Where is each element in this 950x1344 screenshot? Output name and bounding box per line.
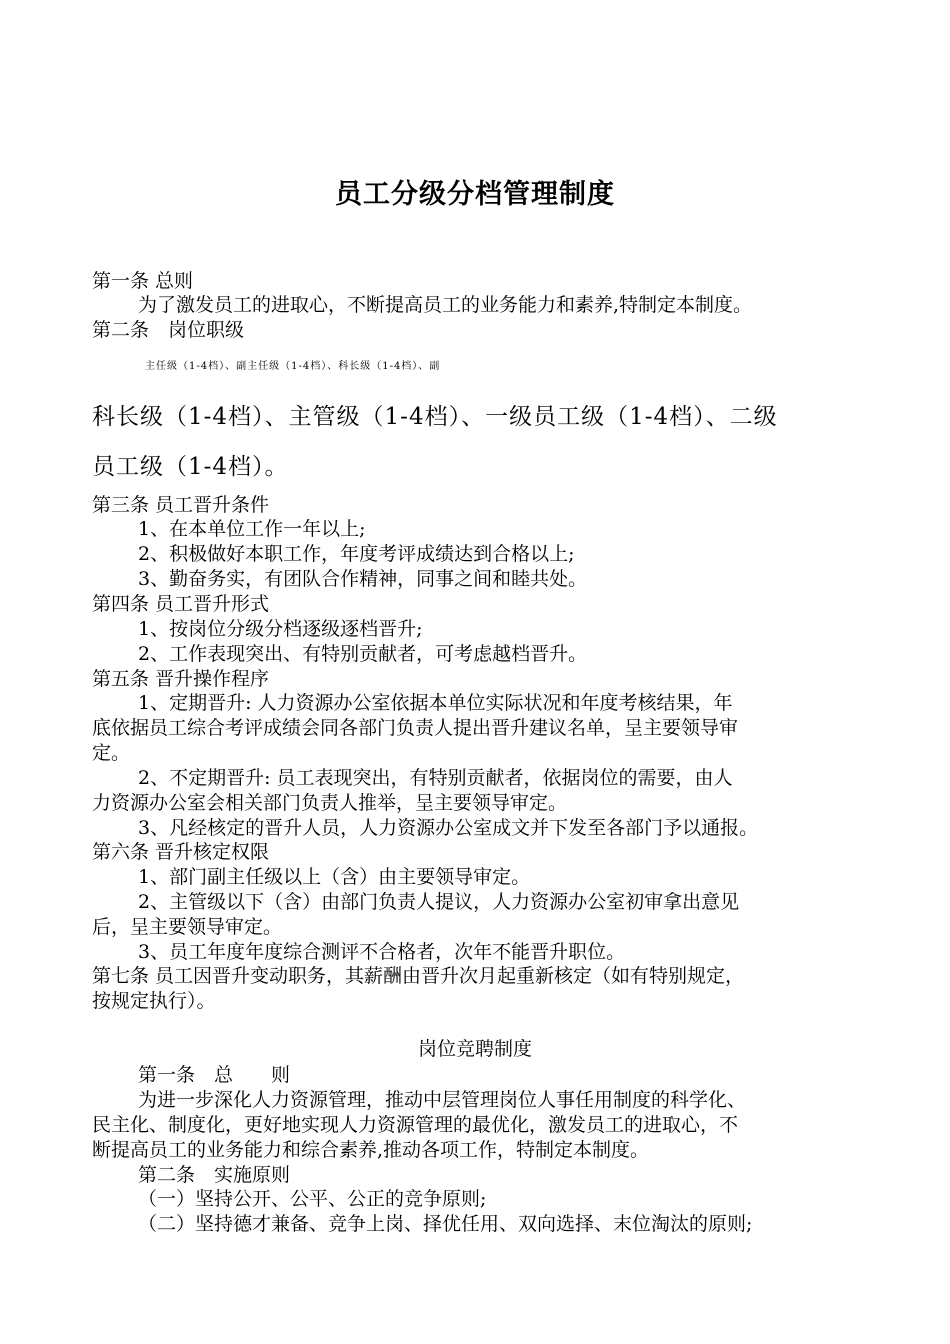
article-7-line-1: 第七条 员工因晋升变动职务，其薪酬由晋升次月起重新核定（如有特别规定， xyxy=(92,965,745,987)
grade-line-1: 主任级（1-4档）、副主任级（1-4档）、科长级（1-4档）、副 xyxy=(145,361,441,372)
s2-article-2-item-1: （一）坚持公开、公平、公正的竞争原则; xyxy=(138,1188,487,1210)
article-1-heading: 第一条 总则 xyxy=(92,270,194,292)
article-6-heading: 第六条 晋升核定权限 xyxy=(92,841,270,863)
article-3-heading: 第三条 员工晋升条件 xyxy=(92,494,270,516)
article-5-item-2-line-2: 力资源办公室会相关部门负责人推举，呈主要领导审定。 xyxy=(92,792,568,814)
article-6-item-2-line-1: 2、主管级以下（含）由部门负责人提议，人力资源办公室初审拿出意见 xyxy=(138,891,740,913)
s2-article-1-line-3: 断提高员工的业务能力和综合素养,推动各项工作，特制定本制度。 xyxy=(92,1139,650,1161)
section-2-title: 岗位竞聘制度 xyxy=(417,1038,532,1060)
grade-line-2: 科长级（1-4档）、主管级（1-4档）、一级员工级（1-4档）、二级 xyxy=(92,404,778,430)
article-2-heading: 第二条 岗位职级 xyxy=(92,319,245,341)
article-3-item-1: 1、在本单位工作一年以上; xyxy=(138,518,366,540)
article-3-item-3: 3、勤奋务实，有团队合作精神，同事之间和睦共处。 xyxy=(138,568,588,590)
s2-article-2-heading: 第二条 实施原则 xyxy=(138,1164,291,1186)
document-title: 员工分级分档管理制度 xyxy=(335,179,615,210)
s2-article-2-item-2: （二）坚持德才兼备、竞争上岗、择优任用、双向选择、末位淘汰的原则; xyxy=(138,1213,753,1235)
article-6-item-2-line-2: 后，呈主要领导审定。 xyxy=(92,916,283,938)
article-4-item-2: 2、工作表现突出、有特别贡献者，可考虑越档晋升。 xyxy=(138,643,588,665)
article-5-item-3: 3、凡经核定的晋升人员，人力资源办公室成文并下发至各部门予以通报。 xyxy=(138,817,759,839)
article-3-item-2: 2、积极做好本职工作，年度考评成绩达到合格以上; xyxy=(138,543,575,565)
s2-article-1-line-1: 为进一步深化人力资源管理，推动中层管理岗位人事任用制度的科学化、 xyxy=(138,1089,747,1111)
article-6-item-3: 3、员工年度年度综合测评不合格者，次年不能晋升职位。 xyxy=(138,941,626,963)
article-4-item-1: 1、按岗位分级分档逐级逐档晋升; xyxy=(138,618,423,640)
article-6-item-1: 1、部门副主任级以上（含）由主要领导审定。 xyxy=(138,866,531,888)
s2-article-1-heading: 第一条 总 则 xyxy=(138,1064,291,1086)
grade-line-3: 员工级（1-4档）。 xyxy=(92,454,289,480)
article-5-item-1-line-1: 1、定期晋升: 人力资源办公室依据本单位实际状况和年度考核结果，年 xyxy=(138,692,733,714)
article-5-item-2-line-1: 2、不定期晋升: 员工表现突出，有特别贡献者，依据岗位的需要，由人 xyxy=(138,767,733,789)
s2-article-1-line-2: 民主化、制度化，更好地实现人力资源管理的最优化，激发员工的进取心，不 xyxy=(92,1114,739,1136)
article-1-text: 为了激发员工的进取心，不断提高员工的业务能力和素养,特制定本制度。 xyxy=(138,294,753,316)
article-5-item-1-line-3: 定。 xyxy=(92,742,131,764)
article-4-heading: 第四条 员工晋升形式 xyxy=(92,593,270,615)
article-5-heading: 第五条 晋升操作程序 xyxy=(92,668,270,690)
article-5-item-1-line-2: 底依据员工综合考评成绩会同各部门负责人提出晋升建议名单，呈主要领导审 xyxy=(92,717,739,739)
article-7-line-2: 按规定执行）。 xyxy=(92,990,216,1012)
